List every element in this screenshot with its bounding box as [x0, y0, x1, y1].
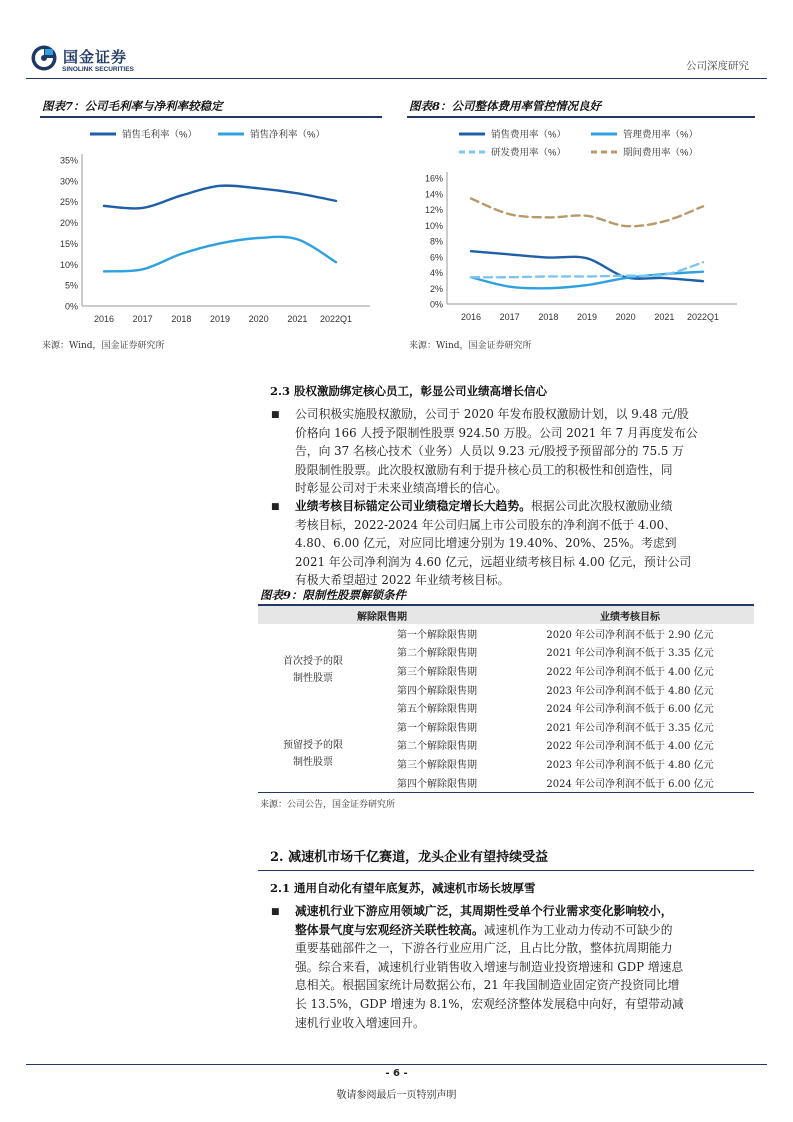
table-header-row	[258, 606, 754, 624]
section-2-3-heading: 2.3 股权激励绑定核心员工，彰显公司业绩高增长信心	[270, 384, 548, 398]
table9-title: 图表9：限制性股票解锁条件	[260, 588, 407, 602]
x-tick-label: 2016	[93, 314, 115, 324]
table-row	[258, 717, 754, 736]
y-tick-label: 14%	[424, 189, 443, 200]
logo-text-cn: 国金证券	[63, 48, 128, 66]
section-2-1-heading: 2.1 通用自动化有望年底复苏，减速机市场长坡厚雪	[270, 881, 536, 895]
paragraph-line: 减速机行业下游应用领域广泛，其周期性受单个行业需求变化影响较小，	[295, 904, 673, 918]
paragraph-line: 4.80、6.00 亿元，对应同比增速分别为 19.40%、20%、25%。考虑到	[295, 536, 677, 551]
y-tick-label: 25%	[59, 197, 78, 208]
paragraph-line: 股限制性股票。此次股权激励有利于提升核心员工的积极性和创造性，同	[295, 462, 673, 477]
y-tick-label: 2%	[429, 283, 443, 294]
paragraph-line: 有极大希望超过 2022 年业绩考核目标。	[295, 573, 510, 588]
y-tick-label: 35%	[59, 155, 78, 166]
table-cell: 第一个解除限售期	[397, 722, 477, 734]
table-cell: 第五个解除限售期	[397, 704, 477, 716]
paragraph-line: 考核目标，2022-2024 年公司归属上市公司股东的净利润不低于 4.00、	[295, 517, 676, 532]
y-tick-label: 16%	[424, 173, 443, 184]
paragraph-line: 速机行业收入增速回升。	[295, 1015, 425, 1030]
x-tick-label: 2018	[171, 314, 192, 324]
doc-type-label: 公司深度研究	[686, 60, 749, 72]
figure8-source: 来源：Wind，国金证券研究所	[409, 341, 532, 351]
paragraph-line: 时彰显公司对于未来业绩高增长的信心。	[295, 481, 508, 496]
table-cell: 第四个解除限售期	[397, 685, 477, 697]
series-line	[471, 262, 703, 277]
paragraph-line: 整体景气度与宏观经济关联性较高。减速机作为工业动力传动不可缺少的	[295, 922, 673, 937]
y-tick-label: 10%	[59, 259, 78, 270]
paragraph-equity-incentive	[295, 405, 753, 498]
page-number: - 6 -	[385, 1068, 408, 1079]
series-line	[104, 186, 336, 209]
x-tick-label: 2020	[248, 314, 269, 324]
legend-label: 管理费用率（%）	[623, 129, 698, 141]
y-tick-label: 6%	[429, 252, 443, 263]
bullet-square-icon: ■	[271, 502, 280, 512]
figure7-title: 图表7：公司毛利率与净利率较稳定	[42, 99, 223, 113]
table-cell: 2022 年公司净利润不低于 4.00 亿元	[546, 666, 714, 678]
x-tick-label: 2017	[132, 314, 153, 324]
paragraph-line: 重要基础部件之一，下游各行业应用广泛，且占比分散，整体抗周期能力	[295, 941, 673, 956]
company-logo-icon	[30, 44, 58, 72]
x-tick-label: 2019	[209, 314, 231, 324]
paragraph-reducer-industry	[295, 902, 753, 1032]
table9-source: 来源：公司公告，国金证券研究所	[260, 800, 396, 810]
table-header-cell: 业绩考核目标	[506, 606, 754, 624]
header-divider	[26, 78, 767, 79]
y-tick-label: 5%	[64, 280, 78, 291]
paragraph-bold-lead: 业绩考核目标锚定公司业绩稳定增长大趋势。	[295, 499, 531, 513]
paragraph-line: 息相关。根据国家统计局数据公布，21 年我国制造业固定资产投资同比增	[295, 978, 680, 993]
table9-bottom-rule	[258, 792, 754, 793]
legend-label: 销售净利率（%）	[250, 129, 325, 141]
series-line	[471, 198, 703, 226]
table-group-label: 首次授予的限 制性股票	[283, 656, 343, 685]
x-tick-label: 2017	[499, 312, 520, 322]
figure8-rule	[407, 116, 755, 118]
table-cell: 2024 年公司净利润不低于 6.00 亿元	[546, 704, 714, 716]
figure7-rule	[40, 116, 382, 118]
table-cell: 第三个解除限售期	[397, 759, 477, 771]
y-tick-label: 8%	[429, 236, 443, 247]
y-tick-label: 20%	[59, 218, 78, 229]
y-tick-label: 10%	[424, 220, 443, 231]
figure7-source: 来源：Wind，国金证券研究所	[42, 341, 165, 351]
section-2-divider	[258, 870, 754, 871]
table-cell: 2022 年公司净利润不低于 4.00 亿元	[546, 741, 714, 753]
paragraph-performance-target	[295, 497, 753, 590]
paragraph-line: 2021 年公司净利润为 4.60 亿元，远超业绩考核目标 4.00 亿元，预计公司	[295, 554, 692, 569]
y-tick-label: 0%	[64, 301, 78, 312]
paragraph-line: 告，向 37 名核心技术（业务）人员以 9.23 元/股授予预留部分的 75.5 万	[295, 444, 684, 459]
paragraph-line: 业绩考核目标锚定公司业绩稳定增长大趋势。根据公司此次股权激励业绩	[295, 499, 673, 513]
figure8-chart	[407, 120, 757, 332]
legend-label: 期间费用率（%）	[623, 147, 698, 159]
table-group-label: 预留授予的限 制性股票	[283, 740, 343, 769]
x-tick-label: 2021	[654, 312, 675, 322]
figure8-title: 图表8：公司整体费用率管控情况良好	[409, 99, 601, 113]
x-tick-label: 2021	[287, 314, 308, 324]
table-cell: 第四个解除限售期	[397, 778, 477, 790]
table-cell: 2021 年公司净利润不低于 3.35 亿元	[546, 722, 714, 734]
paragraph-line: 长 13.5%，GDP 增速为 8.1%，宏观经济整体发展稳中向好，有望带动减	[295, 996, 684, 1011]
y-tick-label: 4%	[429, 268, 443, 278]
footer-disclaimer: 敬请参阅最后一页特别声明	[336, 1090, 457, 1101]
x-tick-label: 2022Q1	[319, 314, 353, 324]
x-tick-label: 2019	[576, 312, 598, 322]
table-cell: 2023 年公司净利润不低于 4.80 亿元	[546, 685, 714, 697]
table-cell: 第一个解除限售期	[397, 629, 477, 641]
x-tick-label: 2018	[538, 312, 559, 322]
series-line	[104, 237, 336, 272]
table-cell: 第二个解除限售期	[397, 741, 477, 753]
y-tick-label: 0%	[429, 299, 443, 310]
paragraph-line: 价格向 166 人授予限制性股票 924.50 万股。公司 2021 年 7 月再度发布公	[295, 425, 698, 440]
x-tick-label: 2020	[615, 312, 636, 322]
legend-label: 销售费用率（%）	[491, 129, 566, 141]
legend-label: 销售毛利率（%）	[122, 129, 197, 141]
table-header-cell: 解除限售期	[258, 606, 506, 624]
table-cell: 2024 年公司净利润不低于 6.00 亿元	[546, 778, 714, 790]
y-tick-label: 30%	[59, 176, 78, 187]
table-row	[258, 624, 754, 643]
x-tick-label: 2016	[460, 312, 482, 322]
table-cell: 2023 年公司净利润不低于 4.80 亿元	[546, 759, 714, 771]
bullet-square-icon: ■	[271, 907, 280, 917]
table-cell: 2020 年公司净利润不低于 2.90 亿元	[546, 629, 714, 641]
figure7-chart	[40, 120, 385, 332]
y-tick-label: 12%	[424, 205, 443, 215]
table-cell: 第二个解除限售期	[397, 648, 477, 660]
legend-label: 研发费用率（%）	[491, 147, 566, 159]
paragraph-line: 强。综合来看，减速机行业销售收入增速与制造业投资增速和 GDP 增速息	[295, 959, 684, 974]
footer-divider	[26, 1064, 767, 1065]
x-tick-label: 2022Q1	[686, 312, 720, 322]
bullet-square-icon: ■	[271, 410, 280, 420]
table-cell: 第三个解除限售期	[397, 666, 477, 678]
section-2-heading: 2. 减速机市场千亿赛道，龙头企业有望持续受益	[270, 850, 549, 865]
y-tick-label: 15%	[59, 238, 78, 249]
paragraph-line: 公司积极实施股权激励，公司于 2020 年发布股权激励计划，以 9.48 元/股	[295, 407, 689, 421]
table-cell: 2021 年公司净利润不低于 3.35 亿元	[546, 648, 714, 660]
table9	[258, 606, 754, 791]
logo-text-en: SINOLINK SECURITIES	[62, 66, 134, 73]
